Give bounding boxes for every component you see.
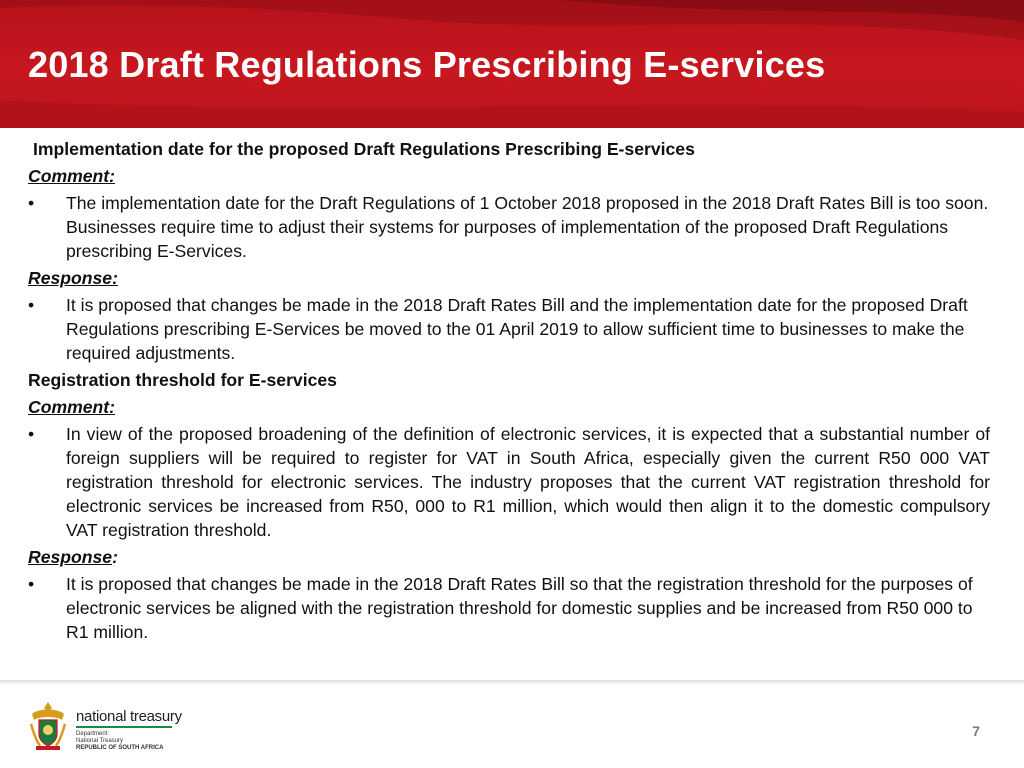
bullet-icon: • (28, 295, 35, 315)
response-label-colon: : (112, 547, 118, 567)
national-treasury-logo (76, 708, 182, 752)
logo-department-label: Department: (76, 731, 110, 737)
coat-of-arms-icon (28, 700, 68, 752)
bullet-icon: • (28, 574, 35, 594)
logo-rule (76, 726, 172, 728)
logo-title: national treasury (76, 708, 182, 725)
response-text: It is proposed that changes be made in the 2018 Draft Rates Bill so that the registration threshold for the purposes of electronic services be aligned with the registration threshold for domestic supplies and be increased from R50 000 to R1 million. (66, 574, 973, 642)
logo-country: REPUBLIC OF SOUTH AFRICA (76, 745, 164, 751)
slide-body (28, 137, 990, 644)
response-text: It is proposed that changes be made in the 2018 Draft Rates Bill and the implementation date for the proposed Draft Regulations prescribing E-Services be moved to the 01 April 2019 to allow sufficient time to businesses to make the required adjustments. (66, 295, 968, 363)
slide-title: 2018 Draft Regulations Prescribing E-services (28, 44, 826, 85)
page-number: 7 (972, 723, 980, 739)
logo-department-name: National Treasury (76, 738, 124, 744)
response-label: Response: (28, 268, 118, 288)
comment-label: Comment: (28, 166, 115, 186)
response-bullet-item (28, 293, 990, 365)
comment-bullet-item (28, 191, 990, 263)
bullet-icon: • (28, 193, 35, 213)
response-label (28, 545, 990, 569)
bullet-icon: • (28, 424, 35, 444)
title-banner (0, 0, 1024, 128)
comment-text: In view of the proposed broadening of the definition of electronic services, it is expected that a substantial number of foreign suppliers will be required to register for VAT in South Africa, especially given the current R50 000 VAT registration threshold for electronic services. The industry proposes that the current VAT registration threshold for electronic services be increased from R50, 000 to R1 million, which would then align it to the domestic compulsory VAT registration threshold. (66, 424, 990, 540)
footer-divider (0, 680, 1024, 684)
section-heading-registration-threshold: Registration threshold for E-services (28, 370, 337, 390)
section-heading-implementation-date: Implementation date for the proposed Draft Regulations Prescribing E-services (33, 139, 695, 159)
comment-text: The implementation date for the Draft Regulations of 1 October 2018 proposed in the 2018 Draft Rates Bill is too soon. Businesses require time to adjust their systems for purposes of implementation of the proposed Draft Regulations prescribing E-Services. (66, 193, 989, 261)
comment-bullet-item (28, 422, 990, 542)
comment-label: Comment: (28, 397, 115, 417)
response-bullet-item (28, 572, 990, 644)
response-label-text: Response (28, 547, 113, 567)
